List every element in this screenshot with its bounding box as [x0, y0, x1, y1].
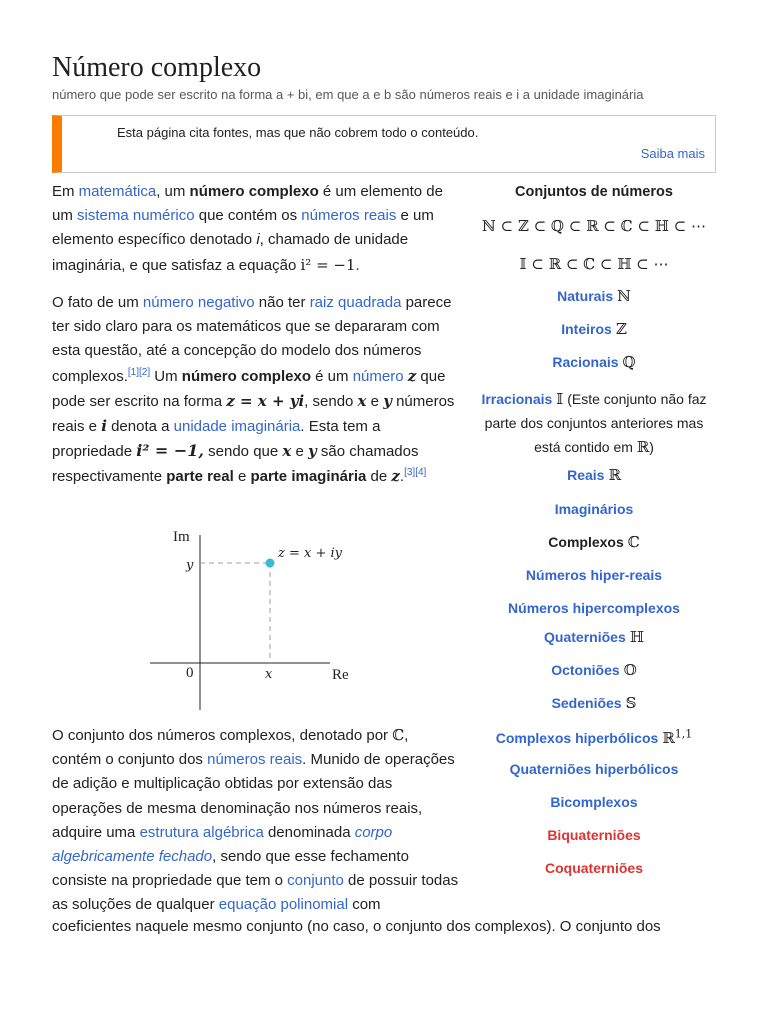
link-sedenioes[interactable]: Sedeniões: [551, 695, 622, 711]
text: .: [355, 256, 360, 274]
text: parece ter sido claro para os matemáticos que se depararam com esta questão, até a concepção do modelo dos números complexos.: [52, 294, 452, 385]
var-y: y: [308, 442, 317, 461]
infobox-item-hipercomplexos: [470, 596, 718, 625]
link-quaternioes-hiperbolicos[interactable]: Quaterniões hiperbólicos: [509, 761, 679, 777]
link-numeros-hipercomplexos[interactable]: Números hipercomplexos: [508, 600, 680, 616]
symbol-h: ℍ: [629, 628, 644, 646]
equation-form: z = x + yi: [226, 391, 305, 410]
text: O conjunto dos números complexos, denotado por: [52, 727, 393, 744]
intro-paragraph: [52, 180, 460, 278]
link-raiz-quadrada[interactable]: raiz quadrada: [309, 294, 402, 311]
text: .: [399, 468, 405, 486]
symbol-s: 𝕊: [625, 694, 637, 712]
page-subtitle: número que pode ser escrito na forma a + bi, em que a e b são números reais e i a unidade imaginária: [52, 87, 644, 102]
var-x: x: [357, 391, 367, 410]
link-numeros-hiper-reais[interactable]: Números hiper-reais: [525, 567, 663, 583]
infobox-item-coquaternioes: [470, 856, 718, 889]
set-paragraph: [52, 723, 460, 918]
link-quaternioes[interactable]: Quaterniões: [544, 629, 626, 645]
text: , sendo que esse fechamento consiste na propriedade que tem o: [52, 848, 409, 890]
origin-label: 0: [186, 665, 194, 681]
ref-4[interactable]: [4]: [415, 467, 427, 479]
equation-i-squared: i² = −1: [300, 255, 356, 274]
symbol-r: ℝ: [608, 466, 621, 484]
var-z: z: [407, 366, 417, 385]
text: e: [366, 392, 384, 410]
number-sets-infobox: [470, 178, 718, 889]
link-unidade-imaginaria[interactable]: unidade imaginária: [173, 418, 301, 436]
redlink-coquaternioes[interactable]: Coquaterniões: [544, 860, 643, 876]
infobox-item-complexos: [470, 530, 718, 563]
infobox-item-naturais: [470, 284, 718, 317]
link-octonioes[interactable]: Octoniões: [551, 662, 620, 678]
irracionais-note: (Este conjunto não faz parte dos conjuntos anteriores mas está contido em: [484, 391, 707, 455]
text: e: [291, 443, 309, 461]
link-imaginarios[interactable]: Imaginários: [554, 501, 634, 517]
infobox-item-racionais: [470, 350, 718, 383]
set-paragraph-continuation: coeficientes naquele mesmo conjunto (no caso, o conjunto dos complexos). O conjunto dos: [52, 918, 661, 935]
ref-1[interactable]: [1]: [127, 366, 139, 378]
citation-notice: [52, 115, 716, 173]
link-reais[interactable]: Reais: [567, 467, 605, 483]
link-bicomplexos[interactable]: Bicomplexos: [550, 794, 638, 810]
symbol-r11-sup: 1,1: [674, 727, 693, 741]
symbol-r11: ℝ: [662, 729, 675, 747]
link-numeros-reais[interactable]: números reais: [301, 207, 397, 225]
link-numeros-reais[interactable]: números reais: [207, 751, 303, 769]
ref-3[interactable]: [3]: [404, 467, 416, 479]
link-complexos-hiperbolicos[interactable]: Complexos hiperbólicos: [495, 730, 659, 746]
link-naturais[interactable]: Naturais: [557, 288, 614, 304]
text: , um: [156, 183, 190, 200]
page-title: Número complexo: [52, 52, 262, 83]
link-conjunto[interactable]: conjunto: [287, 872, 344, 890]
text: com: [348, 896, 381, 914]
text: de: [366, 468, 392, 486]
x-tick-label: x: [265, 667, 273, 682]
infobox-item-bicomplexos: [470, 790, 718, 823]
text: Um: [150, 367, 182, 385]
symbol-r: ℝ: [636, 438, 650, 456]
text: que contém os: [194, 207, 302, 225]
ref-2[interactable]: [2]: [139, 366, 151, 378]
symbol-c: ℂ: [392, 726, 405, 744]
link-inteiros[interactable]: Inteiros: [561, 321, 612, 337]
infobox-item-octonioes: [470, 658, 718, 691]
infobox-item-sedenioes: [470, 691, 718, 724]
bold-numero-complexo: número complexo: [181, 367, 311, 385]
text: de possuir todas as soluções de qualquer: [52, 872, 459, 914]
link-corpo-algebricamente-fechado[interactable]: corpo algebricamente fechado: [52, 823, 393, 866]
text: O fato de um: [52, 294, 143, 311]
irracionais-note-end: ): [649, 439, 654, 455]
infobox-item-reais: [470, 463, 718, 497]
var-i: i: [101, 417, 107, 436]
var-z: z: [391, 467, 400, 486]
axis-re-label: Re: [332, 667, 349, 683]
symbol-o: 𝕆: [623, 661, 637, 679]
point-z-label: z = x + iy: [278, 546, 342, 561]
link-irracionais[interactable]: Irracionais: [481, 391, 553, 407]
infobox-item-quaternioes-hiperbolicos: [470, 757, 718, 790]
text: é um: [311, 367, 353, 385]
text: , chamado de unidade imaginária, e que satisfaz a equação: [52, 231, 409, 274]
equation-property: i² = −1,: [136, 441, 204, 461]
text: denominada: [263, 823, 355, 841]
text: , sendo: [304, 392, 358, 410]
text: que pode ser escrito na forma: [52, 367, 446, 410]
y-tick-label: y: [186, 558, 194, 573]
bold-parte-imaginaria: parte imaginária: [250, 468, 367, 486]
infobox-item-hiper-reais: [470, 563, 718, 596]
complexos-label: Complexos: [548, 534, 624, 550]
saiba-mais-link[interactable]: Saiba mais: [640, 146, 705, 161]
symbol-q: ℚ: [622, 353, 636, 371]
infobox-title: Conjuntos de números: [515, 184, 673, 200]
text: é um elemento de um: [52, 183, 443, 225]
infobox-chain-1: ℕ ⊂ ℤ ⊂ ℚ ⊂ ℝ ⊂ ℂ ⊂ ℍ ⊂ ⋯: [482, 217, 706, 235]
point-z: [266, 559, 275, 568]
link-matematica[interactable]: matemática: [78, 183, 157, 200]
var-y: y: [383, 391, 392, 410]
link-numero[interactable]: número: [352, 367, 404, 385]
text: são chamados respectivamente: [52, 443, 419, 486]
text: Em: [52, 183, 79, 200]
symbol-n: ℕ: [617, 287, 631, 305]
text: e: [233, 468, 251, 486]
link-estrutura-algebrica[interactable]: estrutura algébrica: [139, 823, 264, 841]
text: . Esta tem a propriedade: [52, 418, 381, 461]
text: números reais e: [52, 392, 455, 436]
var-i: i: [256, 231, 260, 249]
symbol-c: ℂ: [627, 533, 640, 551]
infobox-item-inteiros: [470, 317, 718, 350]
symbol-i: 𝕀: [556, 390, 564, 408]
text: denota a: [106, 418, 174, 436]
link-numero-negativo[interactable]: número negativo: [142, 294, 255, 311]
history-paragraph: [52, 291, 460, 490]
bold-numero-complexo: número complexo: [189, 183, 319, 200]
bold-parte-real: parte real: [166, 468, 234, 486]
redlink-biquaternioes[interactable]: Biquaterniões: [547, 827, 641, 843]
notice-text: Esta página cita fontes, mas que não cobrem todo o conteúdo.: [117, 125, 479, 140]
complex-plane-figure: [140, 520, 360, 715]
text: , contém o conjunto dos: [52, 727, 409, 769]
infobox-item-imaginarios: [470, 497, 718, 530]
link-equacao-polinomial[interactable]: equação polinomial: [218, 896, 349, 914]
text: . Munido de operações de adição e multiplicação obtidas por extensão das operações de mesma denominação nos números reais, adquire uma: [52, 751, 455, 841]
infobox-item-complexos-hiperbolicos: [470, 724, 718, 757]
axis-im-label: Im: [173, 529, 190, 545]
infobox-item-irracionais: [470, 383, 718, 463]
text: e um elemento específico denotado: [52, 207, 434, 249]
infobox-item-quaternioes: [470, 625, 718, 658]
infobox-chain-2: 𝕀 ⊂ ℝ ⊂ ℂ ⊂ ℍ ⊂ ⋯: [519, 255, 669, 273]
text: não ter: [254, 294, 310, 311]
link-sistema-numerico[interactable]: sistema numérico: [77, 207, 195, 225]
link-racionais[interactable]: Racionais: [552, 354, 619, 370]
text: sendo que: [203, 443, 283, 461]
symbol-z: ℤ: [615, 320, 627, 338]
infobox-item-biquaternioes: [470, 823, 718, 856]
var-x: x: [282, 442, 292, 461]
